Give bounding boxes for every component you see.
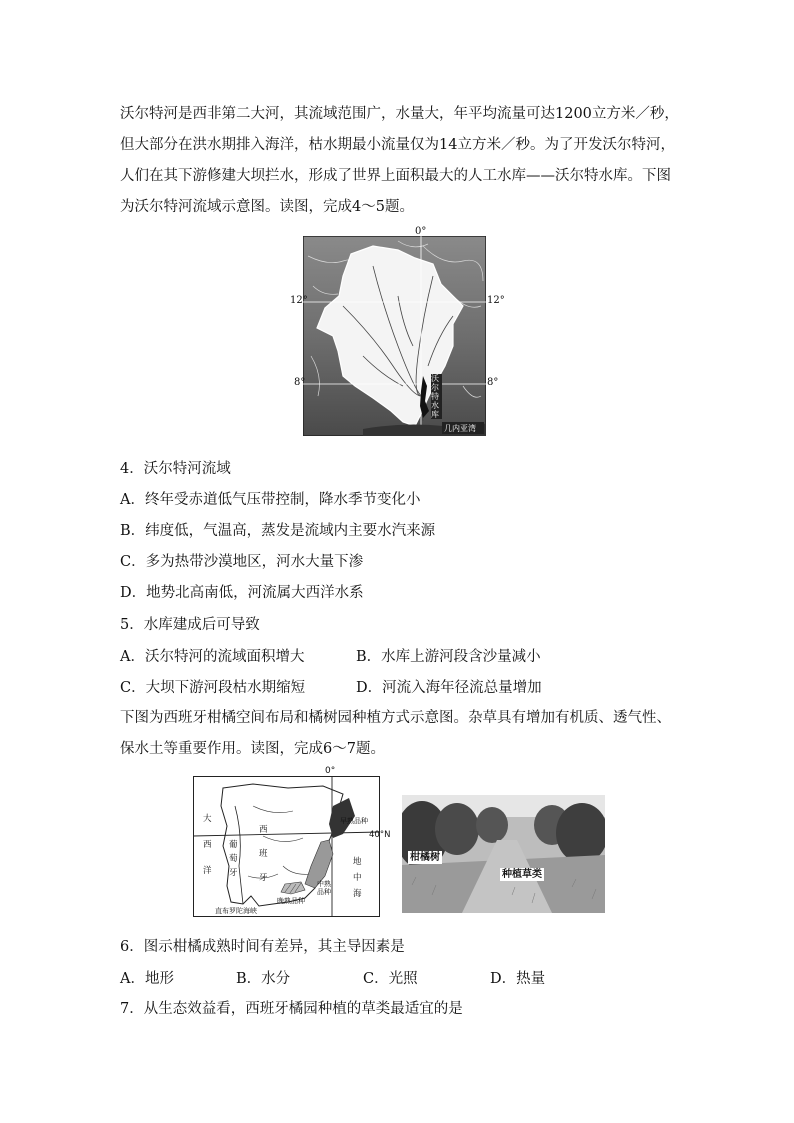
portugal-label: 葡萄牙	[229, 840, 238, 878]
q6-option-a: A．地形	[120, 971, 174, 987]
intro2-paragraph: 下图为西班牙柑橘空间布局和橘树园种植方式示意图。杂草具有增加有机质、透气性、保水土等重要作用。读图，完成6～7题。	[120, 710, 671, 757]
q4-stem: 4．沃尔特河流域	[120, 461, 231, 477]
strait-label: 直布罗陀海峡	[215, 907, 257, 915]
late-label: 晚熟品种	[277, 897, 305, 905]
q5-option-b: B．水库上游河段含沙量减小	[356, 649, 541, 665]
q4-option-b: B．纬度低，气温高，蒸发是流域内主要水汽来源	[120, 523, 436, 539]
q4-option-d: D．地势北高南低，河流属大西洋水系	[120, 585, 364, 601]
fig2-top-label: 0°	[325, 766, 336, 776]
sea-label: 几内亚湾	[444, 424, 476, 433]
q5-option-a: A．沃尔特河的流域面积增大	[120, 649, 305, 665]
q5-option-c: C．大坝下游河段枯水期缩短	[120, 680, 306, 696]
q6-option-b: B．水分	[236, 971, 291, 987]
reservoir-label: 沃尔特水库	[431, 374, 442, 419]
fig1-lat12-left: 12°	[290, 295, 308, 306]
q4-option-a: A．终年受赤道低气压带控制，降水季节变化小	[120, 492, 421, 508]
q6-option-c: C．光照	[363, 971, 418, 987]
tree-label: 柑橘树	[410, 852, 440, 863]
q5-stem: 5．水库建成后可导致	[120, 617, 260, 633]
q5-option-d: D．河流入海年径流总量增加	[356, 680, 542, 696]
fig1-top-label: 0°	[415, 226, 427, 237]
q4-option-c: C．多为热带沙漠地区，河水大量下渗	[120, 554, 364, 570]
orchard-photo	[402, 795, 605, 913]
intro-paragraph: 沃尔特河是西非第二大河，其流域范围广，水量大，年平均流量可达1200立方米／秒，但大部分在洪水期排入海洋，枯水期最小流量仅为14立方米／秒。为了开发沃尔特河，人们在其下游修建大坝拦水，形成了世界上面积最大的人工水库——沃尔特水库。下图为沃尔特河流域示意图。读图，完成4～5题。	[120, 106, 679, 215]
q7-stem: 7．从生态效益看，西班牙橘园种植的草类最适宜的是	[120, 1001, 463, 1017]
mid-label: 中熟品种	[317, 880, 331, 896]
fig1-lat12-right: 12°	[487, 295, 505, 306]
med-label: 地中海	[353, 857, 362, 899]
spain-label: 西班牙	[259, 825, 268, 883]
early-label: 早熟品种	[340, 817, 368, 825]
fig1-lat8-left: 8°	[294, 377, 306, 388]
q6-option-d: D．热量	[490, 971, 546, 987]
q6-stem: 6．图示柑橘成熟时间有差异，其主导因素是	[120, 939, 405, 955]
atlantic-label: 大西洋	[203, 814, 212, 876]
spain-citrus-map	[193, 766, 391, 917]
fig1-lat8-right: 8°	[487, 377, 499, 388]
fig2-lat-label: 40°N	[369, 830, 391, 840]
grass-label: 种植草类	[502, 869, 542, 880]
volta-basin-map	[290, 226, 505, 436]
volta-map-graphic	[303, 236, 486, 436]
